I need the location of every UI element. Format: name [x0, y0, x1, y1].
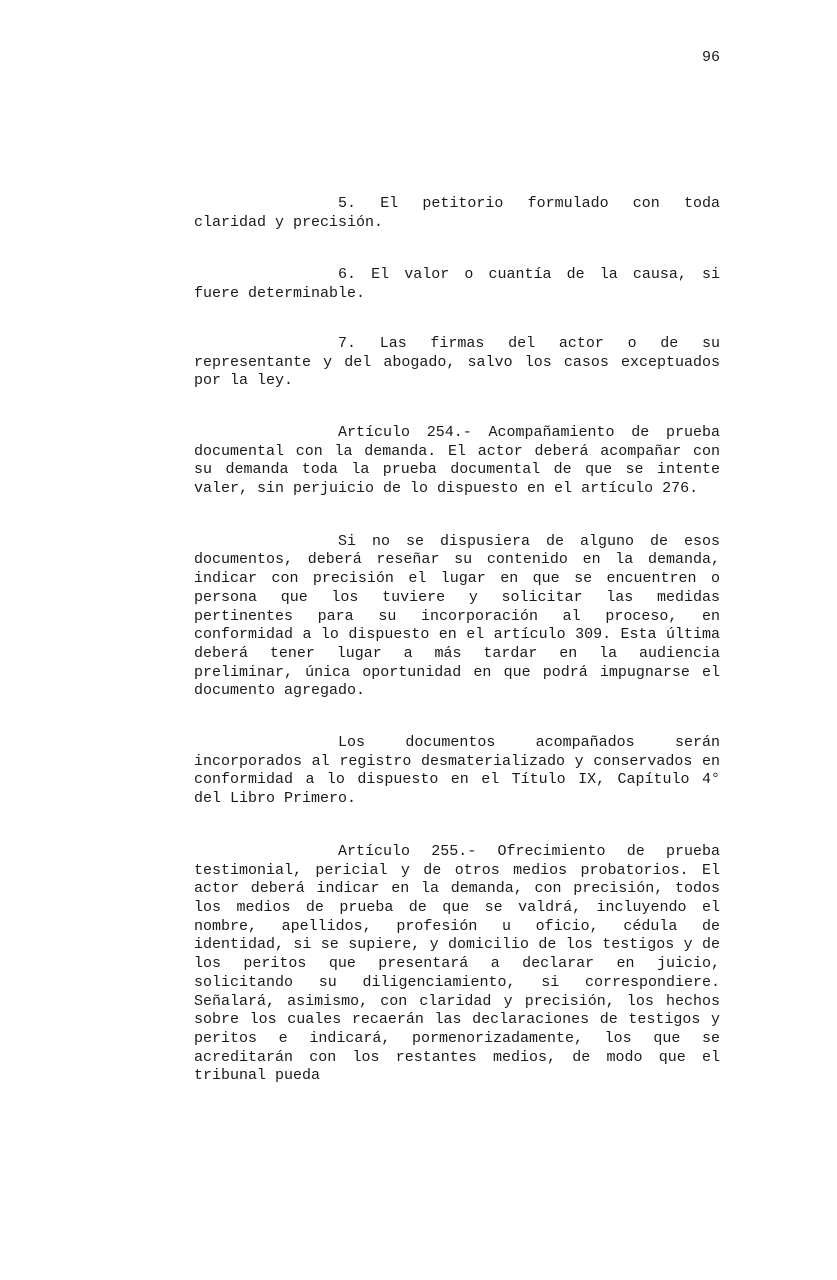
list-item-firmas: 7. Las firmas del actor o de su representante y del abogado, salvo los casos exceptuados por la ley.: [194, 334, 720, 390]
article-255-paragraph: Artículo 255.- Ofrecimiento de prueba testimonial, pericial y de otros medios probatorios. El actor deberá indicar en la demanda, con precisión, todos los medios de prueba de que se valdrá, incluyendo el nombre, apellidos, profesión u oficio, cédula de identidad, si se supiere, y domicilio de los testigos y de los peritos que presentará a declarar en juicio, solicitando su diligenciamiento, si correspondiere. Señalará, asimismo, con claridad y precisión, los hechos sobre los cuales recaerán las declaraciones de testigos y peritos e indicará, pormenorizadamente, los que se acreditarán con los restantes medios, de modo que el tribunal pueda: [194, 842, 720, 1085]
article-254-documents-paragraph: Si no se dispusiera de alguno de esos documentos, deberá reseñar su contenido en la demanda, indicar con precisión el lugar en que se encuentren o persona que los tuviere y solicitar las medidas pertinentes para su incorporación al proceso, en conformidad a lo dispuesto en el artículo 309. Esta última deberá tener lugar a más tardar en la audiencia preliminar, única oportunidad en que podrá impugnarse el documento agregado.: [194, 532, 720, 700]
list-item-cuantia: 6. El valor o cuantía de la causa, si fuere determinable.: [194, 266, 720, 303]
article-254-paragraph: Artículo 254.- Acompañamiento de prueba documental con la demanda. El actor deberá acompañar con su demanda toda la prueba documental de que se intente valer, sin perjuicio de lo dispuesto en el artículo 276.: [194, 423, 720, 498]
document-body: [194, 195, 720, 1086]
article-254-registry-paragraph: Los documentos acompañados serán incorporados al registro desmaterializado y conservados en conformidad a lo dispuesto en el Título IX, Capítulo 4° del Libro Primero.: [194, 734, 720, 808]
list-item-petitorio: 5. El petitorio formulado con toda claridad y precisión.: [194, 195, 720, 231]
page-number: 96: [701, 49, 720, 66]
